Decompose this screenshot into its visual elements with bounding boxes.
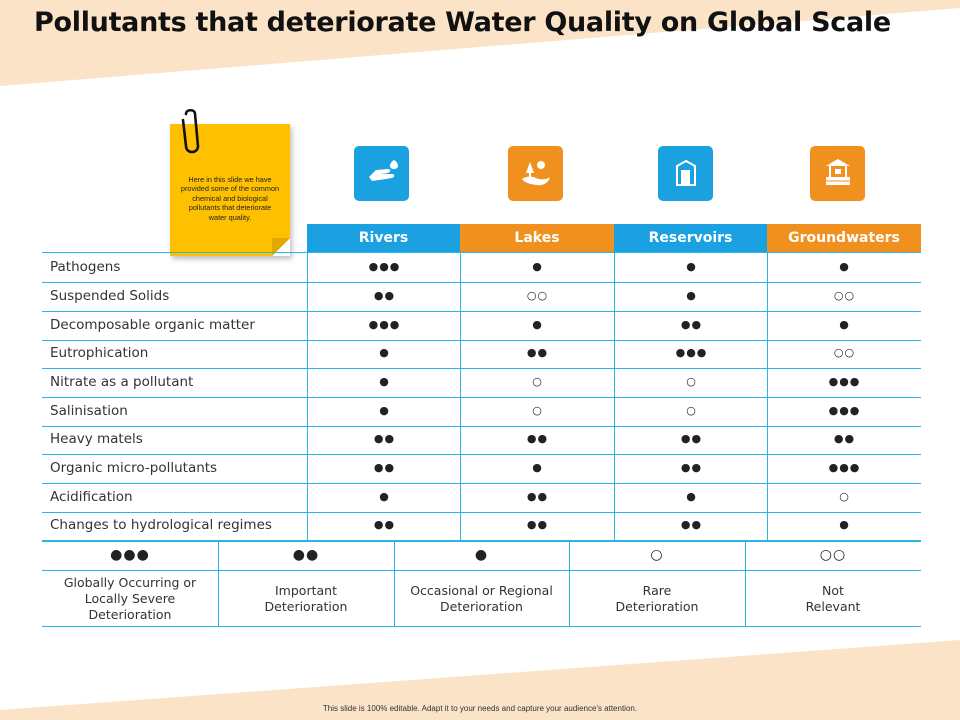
column-header-reservoirs: Reservoirs: [614, 224, 767, 252]
row-label: Decomposable organic matter: [50, 317, 255, 333]
table-row: [42, 253, 921, 283]
rating-cell: ●●●: [307, 311, 461, 340]
rating-cell: ●: [460, 454, 614, 483]
column-header-rivers: Rivers: [307, 224, 460, 252]
rating-cell: ●: [307, 339, 461, 368]
rating-cell: ●: [614, 282, 768, 311]
rating-cell: ●●●: [767, 397, 921, 426]
rating-cell: ●●: [460, 483, 614, 512]
well-icon: [810, 146, 865, 201]
rating-cell: ●●●: [307, 253, 461, 282]
rating-cell: ●: [307, 368, 461, 397]
legend-label: Rare Deterioration: [615, 583, 699, 614]
footer-note: This slide is 100% editable. Adapt it to your needs and capture your audience's attention.: [322, 704, 638, 713]
note-text: Here in this slide we have provided some of the common chemical and biological pollutants that deteriorate water quality.: [180, 175, 280, 222]
rating-cell: ●●: [460, 511, 614, 540]
rating-cell: ●: [614, 483, 768, 512]
rating-cell: ●●: [307, 454, 461, 483]
table-row: [42, 425, 921, 455]
rating-cell: ●●: [307, 425, 461, 454]
lake-icon: [508, 146, 563, 201]
legend-symbol: ●●●: [110, 547, 150, 563]
rating-cell: ●: [307, 483, 461, 512]
rating-cell: ●: [767, 311, 921, 340]
table-row: [42, 397, 921, 427]
rating-cell: ●●: [460, 425, 614, 454]
rating-cell: ●●●: [614, 339, 768, 368]
table-row: [42, 311, 921, 341]
row-label: Heavy matels: [50, 431, 143, 447]
hand-water-icon: [354, 146, 409, 201]
reservoir-icon: [658, 146, 713, 201]
paperclip-icon: [176, 108, 206, 160]
rating-cell: ●: [767, 253, 921, 282]
rating-cell: ●: [614, 253, 768, 282]
table-row: [42, 483, 921, 513]
rating-cell: ○: [767, 483, 921, 512]
table-row: [42, 511, 921, 541]
rating-cell: ○: [460, 368, 614, 397]
legend-label: Not Relevant: [805, 583, 861, 614]
legend-label: Important Deterioration: [264, 583, 348, 614]
rating-cell: ○: [460, 397, 614, 426]
rating-cell: ●: [460, 311, 614, 340]
row-label: Salinisation: [50, 403, 128, 419]
rating-cell: ●: [307, 397, 461, 426]
row-label: Nitrate as a pollutant: [50, 374, 194, 390]
legend-symbol: ●: [474, 547, 489, 563]
row-label: Acidification: [50, 489, 133, 505]
legend-symbol: ○○: [819, 547, 847, 563]
table-row: [42, 454, 921, 484]
rating-cell: ●: [460, 253, 614, 282]
rating-cell: ●●: [460, 339, 614, 368]
legend-symbol: ○: [650, 547, 664, 563]
rating-cell: ○○: [767, 339, 921, 368]
rating-cell: ○: [614, 397, 768, 426]
row-label: Changes to hydrological regimes: [50, 517, 272, 533]
table-row: [42, 282, 921, 312]
page-title: Pollutants that deteriorate Water Quality on Global Scale: [34, 7, 891, 38]
rating-cell: ●●: [307, 511, 461, 540]
legend-label: Globally Occurring or Locally Severe Deterioration: [63, 575, 197, 622]
legend-symbol: ●●: [292, 547, 320, 563]
row-label: Eutrophication: [50, 345, 149, 361]
table-row: [42, 368, 921, 398]
legend-label: Occasional or Regional Deterioration: [410, 583, 553, 614]
rating-cell: ○○: [767, 282, 921, 311]
rating-cell: ●●: [614, 311, 768, 340]
rating-cell: ●●: [767, 425, 921, 454]
rating-cell: ●: [767, 511, 921, 540]
rating-cell: ○: [614, 368, 768, 397]
rating-cell: ●●: [614, 454, 768, 483]
table-row: [42, 339, 921, 369]
rating-cell: ●●●: [767, 368, 921, 397]
column-header-groundwaters: Groundwaters: [767, 224, 921, 252]
rating-cell: ●●: [614, 425, 768, 454]
rating-cell: ●●●: [767, 454, 921, 483]
rating-cell: ○○: [460, 282, 614, 311]
row-label: Pathogens: [50, 259, 121, 275]
column-header-lakes: Lakes: [460, 224, 614, 252]
rating-cell: ●●: [614, 511, 768, 540]
row-label: Suspended Solids: [50, 288, 170, 304]
row-label: Organic micro-pollutants: [50, 460, 218, 476]
rating-cell: ●●: [307, 282, 461, 311]
